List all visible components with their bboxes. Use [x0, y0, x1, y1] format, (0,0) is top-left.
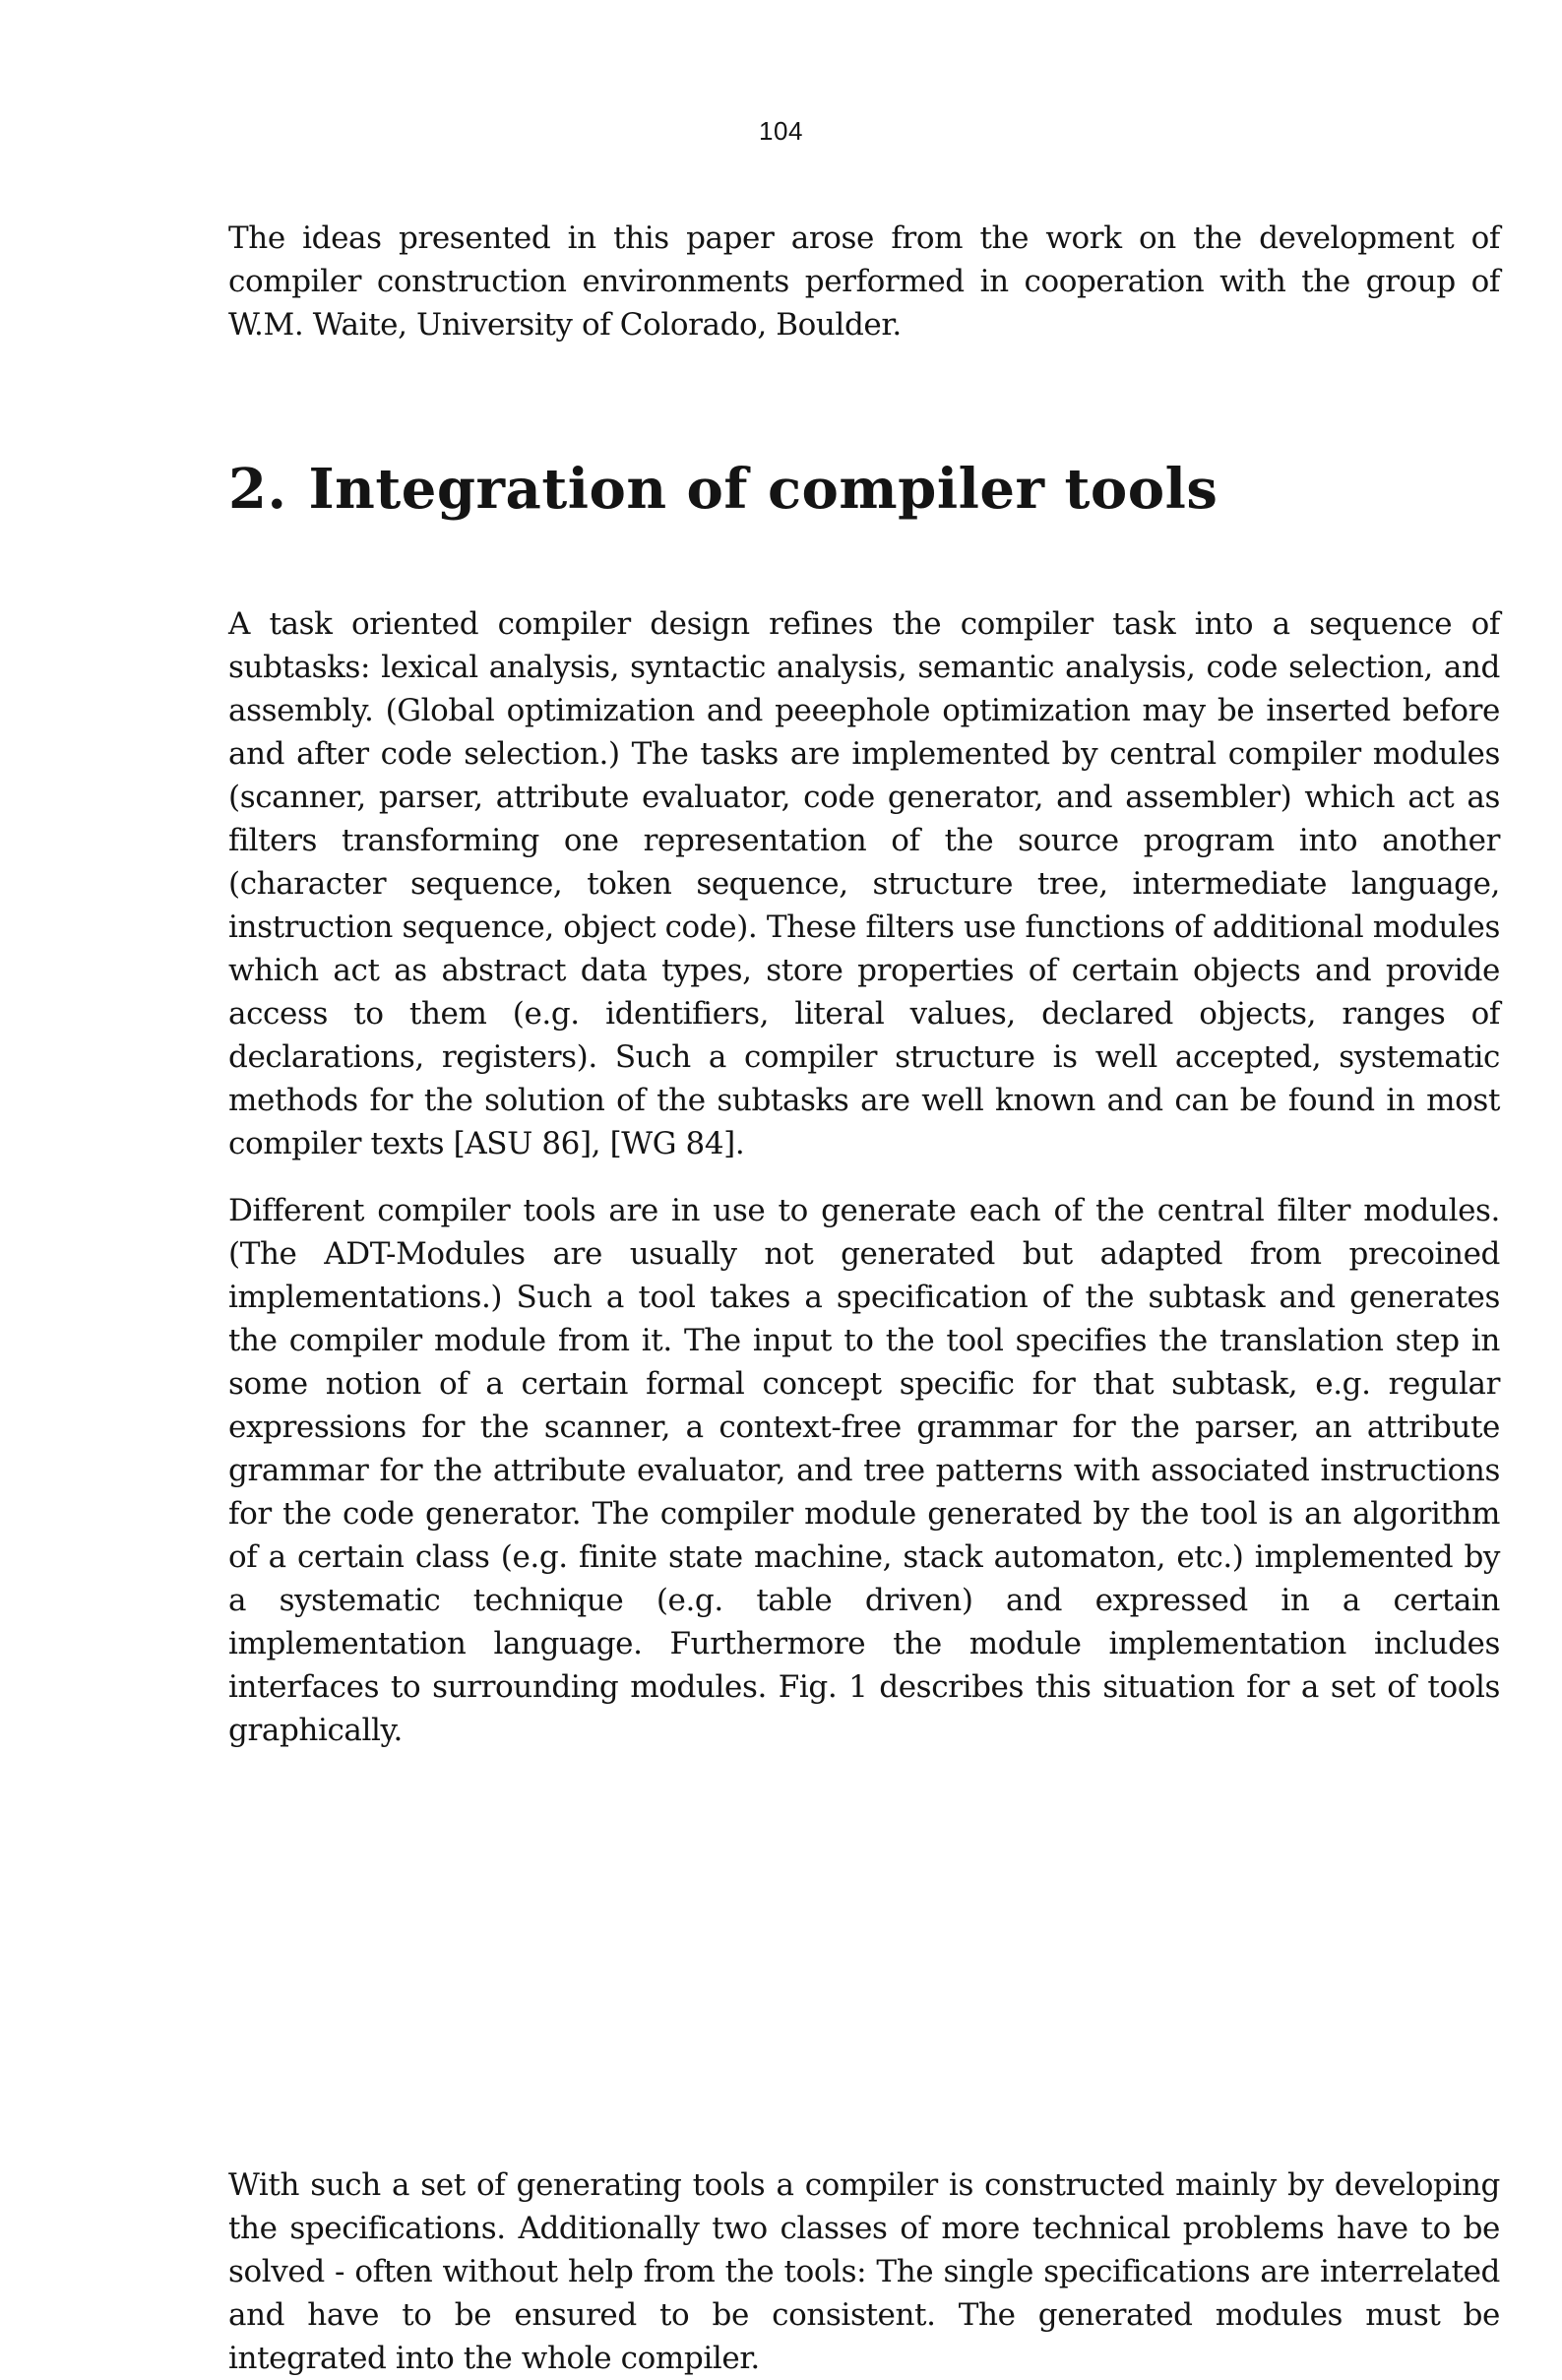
body-paragraph-3: With such a set of generating tools a compiler is constructed mainly by developing the specifications. Additionally two classes of more technical problems have to be solved - often without help from the tools: The single specifications are interrelated and have to be ensured to be consistent. The generated modules must be integrated into the whole compiler. [228, 2167, 1500, 2376]
section-number: 2. [228, 457, 287, 522]
body-paragraph-1: A task oriented compiler design refines the compiler task into a sequence of subtasks: lexical analysis, syntactic analysis, semantic analysis, code selection, and assembly. (Global optimization and peeephole optimization may be inserted before and after code selection.) The tasks are implemented by central compiler modules (scanner, parser, attribute evaluator, code generator, and assembler) which act as filters transforming one representation of the source program into another (character sequence, token sequence, structure tree, intermediate language, instruction sequence, object code). These filters use functions of additional modules which act as abstract data types, store properties of certain objects and provide access to them (e.g. identifiers, literal values, declared objects, ranges of declarations, registers). Such a compiler structure is well accepted, systematic methods for the solution of the subtasks are well known and can be found in most compiler texts [ASU 86], [WG 84]. [228, 606, 1500, 1161]
section-title: Integration of compiler tools [308, 457, 1218, 522]
intro-paragraph: The ideas presented in this paper arose from the work on the development of compiler construction environments performed in cooperation with the group of W.M. Waite, University of Colorado, Boulder. [228, 220, 1500, 343]
page-number: 104 [759, 116, 803, 146]
body-paragraph-2: Different compiler tools are in use to generate each of the central filter modules. (The ADT-Modules are usually not generated but adapted from precoined implementations.) Such a tool takes a specification of the subtask and generates the compiler module from it. The input to the tool specifies the translation step in some notion of a certain formal concept specific for that subtask, e.g. regular expressions for the scanner, a context-free grammar for the parser, an attribute grammar for the attribute evaluator, and tree patterns with associated instructions for the code generator. The compiler module generated by the tool is an algorithm of a certain class (e.g. finite state machine, stack automaton, etc.) implemented by a systematic technique (e.g. table driven) and expressed in a certain implementation language. Furthermore the module implementation includes interfaces to surrounding modules. Fig. 1 describes this situation for a set of tools graphically. [228, 1193, 1500, 1748]
section-heading [228, 457, 1218, 522]
